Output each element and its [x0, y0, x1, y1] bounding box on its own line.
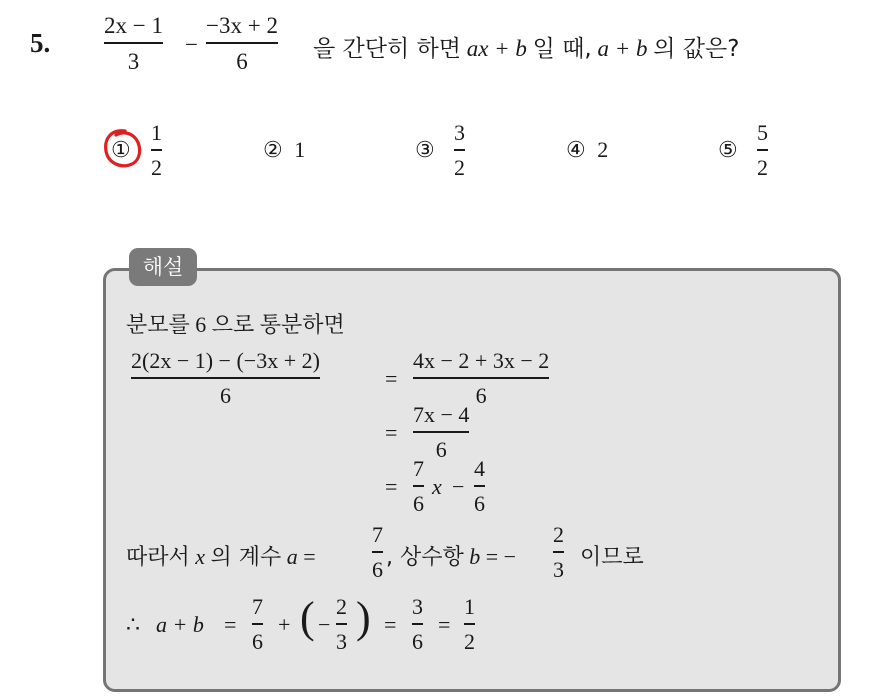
final-fraction-1	[252, 596, 263, 653]
fraction-numerator: 1	[151, 120, 162, 145]
variable-x: x	[195, 544, 206, 569]
question-fraction-1	[104, 14, 163, 73]
line-text: 따라서	[126, 545, 190, 570]
fraction-numerator: 2	[553, 522, 564, 547]
choice-4-marker: ④	[566, 137, 586, 162]
minus-sign: −	[452, 474, 465, 499]
fraction-denominator: 6	[219, 382, 231, 408]
fraction-numerator: 5	[757, 120, 768, 145]
fraction-bar	[372, 551, 383, 553]
choice-5-marker[interactable]: ⑤	[718, 137, 738, 162]
choice-2-value: 1	[294, 137, 306, 162]
solution-constant-line	[386, 540, 516, 571]
minus-sign: −	[503, 544, 517, 569]
equals-sign: =	[385, 366, 398, 391]
question-stem	[313, 30, 739, 63]
fraction-bar	[553, 551, 564, 553]
variable-x: x	[432, 474, 442, 499]
equals-sign: =	[384, 612, 397, 637]
fraction-bar	[413, 431, 469, 433]
fraction-bar	[206, 42, 278, 44]
fraction-bar	[252, 623, 263, 625]
fraction-denominator: 3	[127, 48, 140, 74]
solution-step3-frac-b	[474, 458, 485, 515]
line-text: , 상수항	[386, 545, 464, 570]
fraction-bar	[413, 377, 549, 379]
fraction-bar	[104, 42, 163, 44]
fraction-bar	[474, 485, 485, 487]
choice-2[interactable]	[263, 137, 305, 163]
fraction-denominator: 6	[372, 556, 383, 582]
stem-text: 의 값은?	[653, 36, 740, 62]
line-text: 이므로	[580, 544, 644, 569]
fraction-bar	[151, 149, 162, 151]
fraction-denominator: 6	[435, 436, 447, 462]
fraction-bar	[757, 149, 768, 151]
final-fraction-4	[464, 596, 475, 653]
stem-text: 을 간단히 하면	[313, 36, 461, 62]
question-minus: −	[185, 32, 198, 57]
fraction-numerator: 7x − 4	[413, 402, 470, 427]
solution-tag: 해설	[129, 248, 197, 286]
fraction-denominator: 6	[475, 382, 487, 408]
equals-sign: =	[385, 474, 398, 499]
choice-1-value[interactable]	[151, 122, 162, 179]
choice-2-marker: ②	[263, 137, 283, 162]
solution-step1-rhs	[413, 350, 549, 407]
fraction-denominator: 3	[553, 556, 564, 582]
choice-1-marker[interactable]: ①	[111, 137, 131, 162]
fraction-denominator: 3	[336, 628, 347, 654]
fraction-numerator: 2x − 1	[104, 13, 163, 38]
question-number: 5.	[30, 28, 51, 58]
coefficient-a-fraction	[372, 524, 383, 581]
line-text: 의 계수	[210, 545, 282, 570]
stem-math: ax + b	[466, 36, 527, 61]
fraction-bar	[464, 623, 475, 625]
fraction-numerator: 3	[412, 594, 423, 619]
fraction-numerator: 4	[474, 456, 485, 481]
equals-sign: =	[385, 420, 398, 445]
fraction-numerator: 1	[464, 594, 475, 619]
fraction-denominator: 2	[454, 154, 465, 180]
choice-4-value: 2	[597, 137, 609, 162]
final-therefore: ∴	[126, 612, 140, 637]
final-fraction-3	[412, 596, 423, 653]
choice-5-value[interactable]	[757, 122, 768, 179]
fraction-bar	[412, 623, 423, 625]
solution-step1-lhs	[131, 350, 320, 407]
fraction-bar	[454, 149, 465, 151]
fraction-numerator: 2	[336, 594, 347, 619]
fraction-numerator: 2(2x − 1) − (−3x + 2)	[131, 348, 320, 373]
variable-a: a	[286, 544, 298, 569]
paren-open: (	[300, 593, 315, 642]
equals-sign: =	[485, 544, 499, 569]
fraction-numerator: 3	[454, 120, 465, 145]
stem-text: 일 때,	[532, 36, 592, 62]
fraction-bar	[413, 485, 424, 487]
final-fraction-2	[336, 596, 347, 653]
equals-sign: =	[224, 612, 237, 637]
fraction-denominator: 2	[464, 628, 475, 654]
solution-step2	[413, 404, 469, 461]
choice-4[interactable]	[566, 137, 608, 163]
fraction-bar	[131, 377, 320, 379]
fraction-numerator: 4x − 2 + 3x − 2	[413, 348, 550, 373]
fraction-denominator: 6	[412, 628, 423, 654]
question-fraction-2	[206, 14, 278, 73]
solution-coefficient-line	[126, 540, 316, 571]
stem-math: a + b	[597, 36, 648, 61]
fraction-denominator: 6	[474, 490, 485, 516]
choice-3-marker[interactable]: ③	[415, 137, 435, 162]
solution-intro: 분모를 6 으로 통분하면	[126, 312, 345, 337]
fraction-denominator: 2	[757, 154, 768, 180]
fraction-denominator: 6	[252, 628, 263, 654]
fraction-denominator: 6	[236, 48, 248, 74]
fraction-numerator: 7	[413, 456, 424, 481]
fraction-numerator: 7	[372, 522, 383, 547]
equals-sign: =	[438, 612, 451, 637]
final-lhs: a + b	[156, 612, 204, 637]
fraction-numerator: 7	[252, 594, 263, 619]
constant-b-fraction	[553, 524, 564, 581]
fraction-denominator: 2	[151, 154, 162, 180]
fraction-numerator: −3x + 2	[206, 13, 278, 38]
variable-b: b	[469, 544, 481, 569]
choice-3-value[interactable]	[454, 122, 465, 179]
minus-sign: −	[318, 612, 331, 637]
paren-close: )	[356, 593, 371, 642]
equals-sign: =	[303, 544, 316, 569]
fraction-bar	[336, 623, 347, 625]
solution-step3-frac-a	[413, 458, 424, 515]
plus-sign: +	[278, 612, 291, 637]
fraction-denominator: 6	[413, 490, 424, 516]
